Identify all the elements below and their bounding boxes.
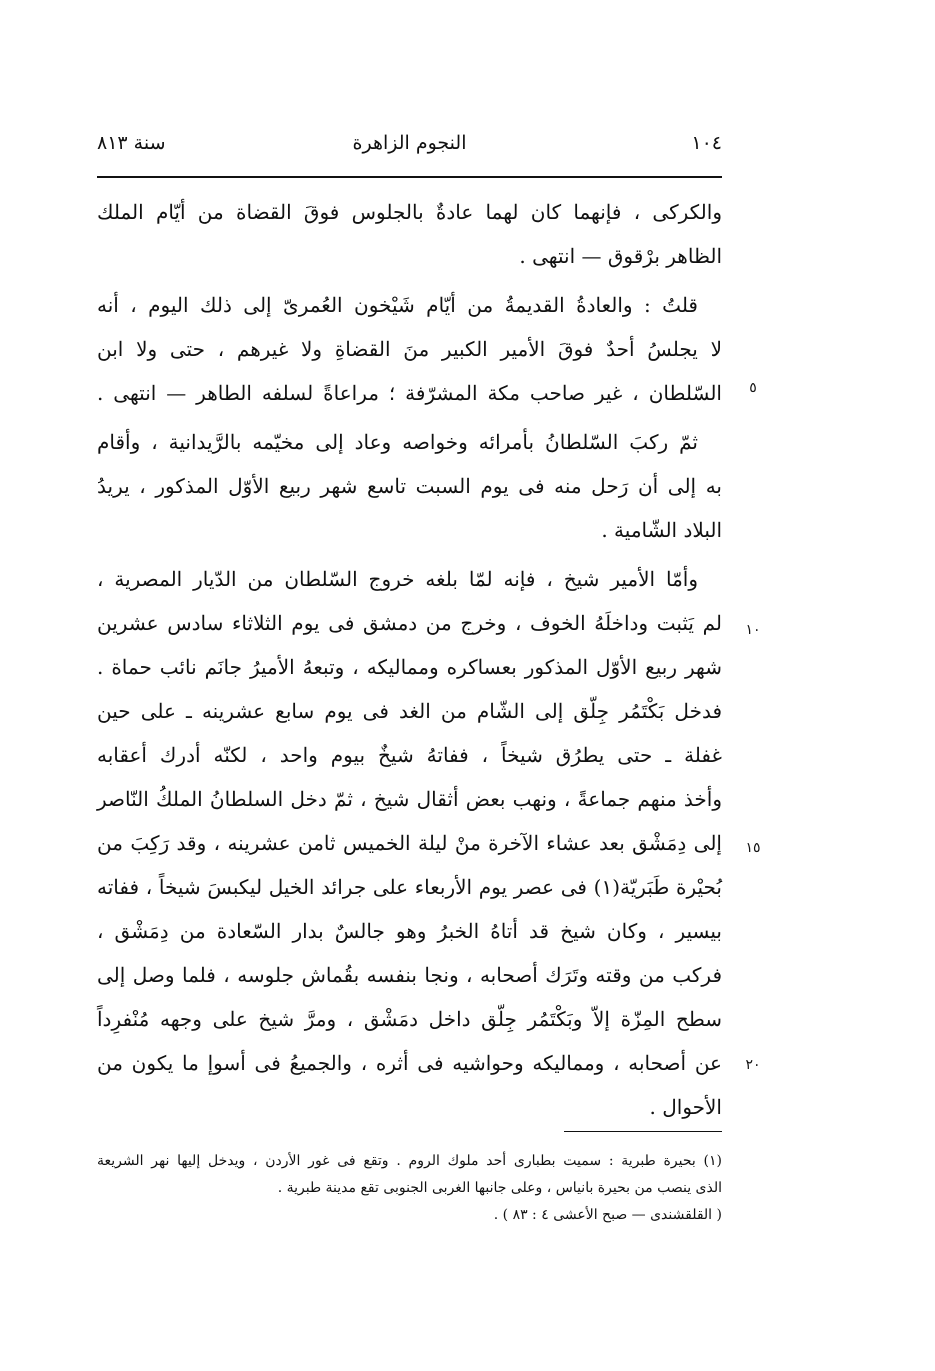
text-line: لا يجلسُ أحدٌ فوقَ الأمير الكبير منَ القضاةِ ولا غيرهم ، حتى ولا ابن [97, 337, 722, 361]
text-line: الأحوال . [649, 1095, 722, 1119]
page-header [97, 132, 722, 166]
text-line: بُحيْرة طَبَريّة(١) فى عصر يوم الأربعاء على جرائد الخيل ليكبسَ شيخاً ، ففاته [97, 875, 722, 899]
text-line: سطح المِزّة إلاّ وبَكْتَمُر جِلّق داخل دمَشْق ، ومرَّ شيخ على وجهه مُنْفرِداً [97, 1007, 722, 1031]
text-line: الظاهر برْقوق — انتهى . [519, 244, 722, 268]
page-number: ١٠٤ [691, 132, 722, 154]
text-line: ثمّ ركبَ السّلطانُ بأمرائه وخواصه وعاد إلى مخيّمه بالرَّيدانية ، وأقام [97, 430, 698, 454]
line-number: ٥ [749, 380, 757, 396]
running-title: النجوم الزاهرة [352, 132, 467, 154]
text-line: والكركى ، فإنهما كان لهما عادةٌ بالجلوس فوقَ القضاة من أيّام الملك [97, 200, 722, 224]
main-text [97, 190, 722, 1129]
paragraph [97, 190, 722, 278]
text-line: شهر ربيع الأوّل المذكور بعساكره ومماليكه ، وتبعهُ الأميرُ جانَم نائب حماة . [97, 655, 722, 679]
text-line: وأخذ منهم جماعةً ، ونهب بعض أثقال شيخ ، ثمّ دخل السلطانُ الملكُ النّاصر [97, 787, 722, 811]
paragraph [97, 557, 722, 1129]
line-number: ١٠ [745, 622, 761, 638]
line-number: ٢٠ [745, 1057, 761, 1073]
footnote-line: الذى ينصب من بحيرة بانياس ، وعلى جانبها الغربى الجنوبى تقع مدينة طبرية . [277, 1180, 722, 1196]
text-line: إلى دِمَشْق بعد عشاء الآخرة منْ ليلة الخميس ثامن عشرينه ، وقد رَكِبَ من [97, 831, 722, 855]
footnote-citation: ( القلقشندى — صبح الأعشى ٤ : ٨٣ ) . [493, 1207, 722, 1223]
text-line: البلاد الشّامية . [601, 518, 722, 542]
footnote-line: (١) بحيرة طبرية : سميت بطبارى أحد ملوك الروم . وتقع فى غور الأردن ، ويدخل إليها نهر الشريعة [97, 1153, 722, 1169]
text-line: لم يَثبت وداخلَهُ الخوف ، وخرج من دمشق فى يوم الثلاثاء سادس عشرين [97, 611, 722, 635]
text-line: غفلة ـ حتى يطرُق شيخاً ، ففاتهُ شيخٌ بيوم واحد ، لكنّه أدرك أعقابه [97, 743, 723, 767]
text-line: بيسير ، وكان شيخ قد أتاهُ الخبرُ وهو جالسٌ بدار السّعادة من دِمَشْق ، [97, 919, 722, 943]
header-rule [97, 176, 722, 178]
text-line: به إلى أن رَحل منه فى يوم السبت تاسع شهر ربيع الأوّل المذكور ، يريدُ [97, 474, 722, 498]
footnotes [97, 1148, 722, 1229]
text-line: وأمّا الأمير شيخ ، فإنه لمّا بلغه خروج السّلطان من الدّيار المصرية ، [97, 567, 698, 591]
text-line: فركب من وقته وتَرَك أصحابه ، ونجا بنفسه بقُماش جلوسه ، فلما وصل إلى [97, 963, 722, 987]
text-line: فدخل بَكْتَمُر جِلّق إلى الشّام من الغد فى يوم سابع عشرينه ـ على حين [97, 699, 722, 723]
paragraph [97, 420, 722, 552]
footnote-rule [564, 1131, 722, 1132]
text-line: قلتُ : والعادةُ القديمةُ من أيّام شَيْخون العُمرىّ إلى ذلك اليوم ، أنه [97, 293, 698, 317]
paragraph [97, 283, 722, 415]
text-line: عن أصحابه ، ومماليكه وحواشيه فى أثره ، والجميعُ فى أسوإ ما يكون من [97, 1051, 722, 1075]
line-number: ١٥ [745, 840, 761, 856]
text-line: السّلطان ، غير صاحب مكة المشرّفة ؛ مراعاةً لسلفه الطاهر — انتهى . [97, 381, 722, 405]
year-heading: سنة ٨١٣ [97, 132, 166, 154]
